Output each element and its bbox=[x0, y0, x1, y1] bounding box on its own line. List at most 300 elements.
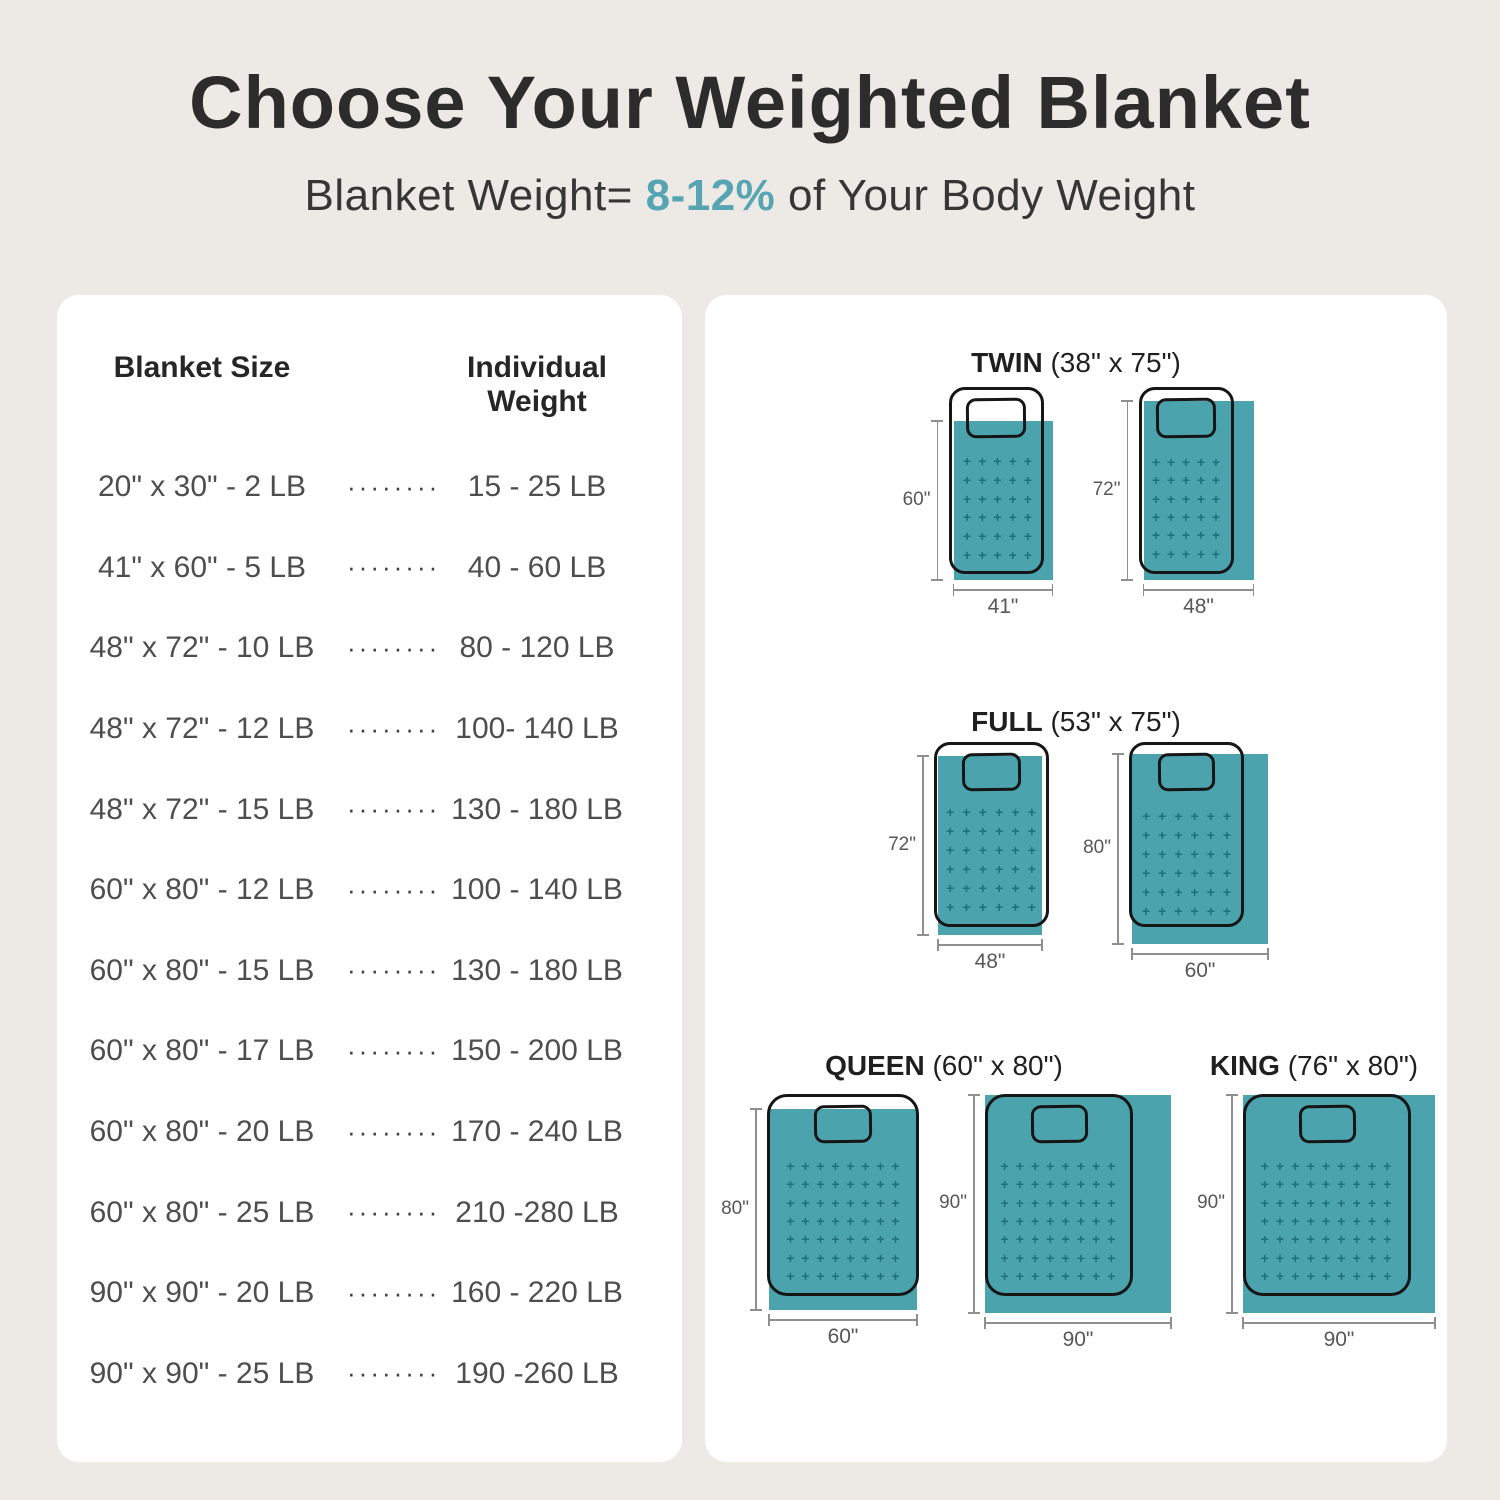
plus-mark: + bbox=[1367, 1267, 1377, 1284]
plus-mark: + bbox=[1291, 1176, 1300, 1193]
column-header-spacer bbox=[347, 351, 417, 419]
plus-mark: + bbox=[1367, 1194, 1377, 1211]
plus-mark: + bbox=[891, 1158, 900, 1175]
plus-mark: + bbox=[978, 880, 987, 897]
plus-mark: + bbox=[1166, 545, 1176, 562]
plus-mark: + bbox=[1031, 1231, 1040, 1248]
plus-mark: + bbox=[831, 1231, 840, 1248]
pillow-outline bbox=[966, 398, 1026, 439]
plus-mark: + bbox=[891, 1249, 900, 1266]
plus-mark: + bbox=[1015, 1176, 1024, 1193]
plus-mark: + bbox=[1260, 1176, 1269, 1193]
dimension-tick bbox=[968, 1312, 980, 1314]
plus-mark: + bbox=[1211, 454, 1221, 471]
row-dots-separator: ········ bbox=[347, 1358, 441, 1389]
plus-mark: + bbox=[1027, 880, 1036, 897]
plus-mark: + bbox=[1190, 884, 1199, 901]
plus-mark: + bbox=[1196, 509, 1206, 526]
dimension-tick bbox=[1121, 579, 1133, 581]
dimension-tick bbox=[1434, 1317, 1436, 1329]
plus-mark: + bbox=[962, 880, 971, 897]
subtitle-accent: 8-12% bbox=[645, 171, 776, 220]
plus-mark: + bbox=[831, 1267, 840, 1284]
bed-diagram-full_48x72 bbox=[884, 742, 1049, 979]
plus-mark: + bbox=[861, 1267, 870, 1284]
height-dimension-label: 80" bbox=[1083, 837, 1111, 858]
plus-mark: + bbox=[1141, 865, 1151, 882]
plus-mark: + bbox=[891, 1176, 900, 1193]
row-individual-weight: 150 - 200 LB bbox=[451, 1034, 623, 1068]
plus-mark: + bbox=[891, 1267, 900, 1284]
plus-mark: + bbox=[1260, 1231, 1269, 1248]
plus-mark: + bbox=[1337, 1231, 1346, 1248]
plus-mark: + bbox=[1000, 1176, 1009, 1193]
plus-mark: + bbox=[1166, 490, 1176, 507]
width-dimension-line bbox=[938, 944, 1042, 946]
plus-mark: + bbox=[1076, 1212, 1085, 1229]
pillow-outline bbox=[962, 753, 1021, 792]
plus-mark: + bbox=[978, 899, 987, 916]
plus-mark: + bbox=[816, 1212, 825, 1229]
plus-mark: + bbox=[1291, 1249, 1300, 1266]
row-blanket-size: 60" x 80" - 15 LB bbox=[89, 953, 315, 987]
plus-mark: + bbox=[1015, 1212, 1024, 1229]
plus-mark: + bbox=[891, 1194, 900, 1211]
dimension-tick bbox=[917, 755, 929, 757]
plus-mark: + bbox=[876, 1231, 885, 1248]
plus-mark: + bbox=[995, 822, 1004, 839]
plus-mark: + bbox=[1011, 899, 1020, 916]
row-individual-weight: 160 - 220 LB bbox=[451, 1276, 623, 1310]
plus-mark: + bbox=[1166, 527, 1176, 544]
king-diagram-row bbox=[1193, 1094, 1435, 1357]
plus-mark: + bbox=[1141, 807, 1151, 824]
dimension-tick bbox=[1131, 948, 1133, 960]
row-blanket-size: 48" x 72" - 10 LB bbox=[89, 631, 315, 665]
plus-mark: + bbox=[1031, 1176, 1040, 1193]
plus-mark: + bbox=[1174, 826, 1183, 843]
plus-mark: + bbox=[1260, 1194, 1269, 1211]
plus-mark: + bbox=[876, 1249, 885, 1266]
plus-mark: + bbox=[962, 822, 971, 839]
plus-mark: + bbox=[978, 490, 987, 507]
height-dimension-label: 90" bbox=[1197, 1192, 1225, 1213]
plus-mark: + bbox=[1181, 454, 1191, 471]
dimension-tick bbox=[1112, 943, 1124, 945]
section-heading-full bbox=[705, 704, 1447, 740]
row-dots-separator: ········ bbox=[347, 1035, 441, 1066]
row-dots-separator: ········ bbox=[347, 1277, 441, 1308]
plus-mark: + bbox=[1190, 826, 1199, 843]
queen-group bbox=[717, 1048, 1171, 1357]
dimension-tick bbox=[937, 939, 939, 951]
width-dimension-label: 90" bbox=[1323, 1328, 1355, 1351]
plus-mark: + bbox=[831, 1176, 840, 1193]
plus-mark: + bbox=[786, 1249, 795, 1266]
plus-mark: + bbox=[1076, 1176, 1085, 1193]
plus-mark: + bbox=[1027, 841, 1036, 858]
plus-mark: + bbox=[1181, 472, 1191, 489]
pillow-outline bbox=[1298, 1105, 1355, 1144]
plus-mark: + bbox=[1383, 1267, 1392, 1284]
plus-mark: + bbox=[1000, 1249, 1009, 1266]
plus-mark: + bbox=[876, 1158, 885, 1175]
pillow-outline bbox=[1030, 1105, 1087, 1144]
plus-mark: + bbox=[1367, 1231, 1377, 1248]
pillow-outline bbox=[1156, 398, 1216, 439]
plus-mark: + bbox=[963, 509, 972, 526]
plus-mark: + bbox=[1222, 845, 1231, 862]
table-row bbox=[57, 608, 682, 689]
plus-mark: + bbox=[1046, 1231, 1055, 1248]
plus-mark: + bbox=[1023, 546, 1032, 563]
plus-mark: + bbox=[1196, 545, 1206, 562]
plus-mark: + bbox=[1337, 1212, 1346, 1229]
bed-diagram-full_60x80 bbox=[1079, 742, 1268, 988]
plus-mark: + bbox=[1206, 807, 1215, 824]
plus-mark: + bbox=[1076, 1231, 1085, 1248]
plus-mark: + bbox=[1000, 1267, 1009, 1284]
plus-mark: + bbox=[993, 527, 1002, 544]
row-dots-separator: ········ bbox=[347, 874, 441, 905]
plus-mark: + bbox=[1222, 903, 1231, 920]
section-heading-queen bbox=[717, 1048, 1171, 1084]
dimension-tick bbox=[1052, 584, 1054, 596]
plus-mark: + bbox=[861, 1212, 870, 1229]
plus-mark: + bbox=[1275, 1194, 1285, 1211]
plus-mark: + bbox=[801, 1194, 810, 1211]
dimension-tick bbox=[984, 1317, 986, 1329]
plus-mark: + bbox=[1023, 490, 1032, 507]
pillow-outline bbox=[814, 1105, 872, 1144]
plus-mark: + bbox=[1011, 861, 1020, 878]
plus-mark: + bbox=[1092, 1212, 1101, 1229]
dimension-tick bbox=[750, 1309, 762, 1311]
dimension-tick bbox=[968, 1094, 980, 1096]
plus-mark: + bbox=[1337, 1267, 1346, 1284]
plus-mark: + bbox=[1196, 527, 1206, 544]
plus-mark: + bbox=[1337, 1176, 1346, 1193]
plus-mark: + bbox=[993, 546, 1002, 563]
plus-mark: + bbox=[1023, 527, 1032, 544]
plus-mark: + bbox=[1275, 1212, 1285, 1229]
plus-mark: + bbox=[816, 1194, 825, 1211]
plus-mark: + bbox=[1206, 826, 1215, 843]
plus-mark: + bbox=[1306, 1158, 1315, 1175]
plus-mark: + bbox=[1181, 509, 1191, 526]
plus-mark: + bbox=[1031, 1267, 1040, 1284]
plus-mark: + bbox=[1151, 490, 1161, 507]
row-individual-weight: 100 - 140 LB bbox=[451, 873, 623, 907]
plus-mark: + bbox=[1011, 822, 1020, 839]
dimension-tick bbox=[953, 584, 955, 596]
dimension-tick bbox=[1121, 400, 1133, 402]
row-dots-separator: ········ bbox=[347, 713, 441, 744]
plus-mark: + bbox=[1222, 884, 1231, 901]
plus-mark: + bbox=[1206, 845, 1215, 862]
plus-mark: + bbox=[1141, 826, 1151, 843]
plus-mark: + bbox=[801, 1267, 810, 1284]
plus-mark: + bbox=[1383, 1212, 1392, 1229]
plus-mark: + bbox=[1015, 1158, 1024, 1175]
plus-mark: + bbox=[1061, 1212, 1070, 1229]
width-dimension-label: 48" bbox=[974, 950, 1006, 973]
plus-mark: + bbox=[831, 1158, 840, 1175]
plus-mark: + bbox=[1383, 1231, 1392, 1248]
plus-mark: + bbox=[801, 1231, 810, 1248]
plus-mark: + bbox=[1107, 1158, 1116, 1175]
row-blanket-size: 60" x 80" - 17 LB bbox=[89, 1034, 315, 1068]
plus-mark: + bbox=[1260, 1267, 1269, 1284]
plus-mark: + bbox=[1367, 1158, 1377, 1175]
plus-mark: + bbox=[1092, 1249, 1101, 1266]
table-row bbox=[57, 850, 682, 931]
plus-mark: + bbox=[816, 1267, 825, 1284]
plus-mark: + bbox=[861, 1194, 870, 1211]
plus-mark: + bbox=[1158, 826, 1167, 843]
plus-mark: + bbox=[786, 1267, 795, 1284]
row-individual-weight: 190 -260 LB bbox=[455, 1356, 619, 1390]
plus-mark: + bbox=[1260, 1158, 1269, 1175]
queen-king-row bbox=[705, 1048, 1447, 1357]
plus-mark: + bbox=[1337, 1249, 1346, 1266]
plus-mark: + bbox=[816, 1231, 825, 1248]
plus-mark: + bbox=[1291, 1267, 1300, 1284]
plus-mark: + bbox=[1206, 865, 1215, 882]
row-individual-weight: 130 - 180 LB bbox=[451, 953, 623, 987]
width-dimension-line bbox=[1243, 1322, 1435, 1324]
page-title: Choose Your Weighted Blanket bbox=[189, 61, 1311, 144]
plus-mark: + bbox=[861, 1231, 870, 1248]
plus-mark: + bbox=[946, 803, 955, 820]
plus-mark: + bbox=[891, 1231, 900, 1248]
row-dots-separator: ········ bbox=[347, 1197, 441, 1228]
bed-diagram-twin_41x60 bbox=[899, 387, 1053, 624]
row-blanket-size: 60" x 80" - 25 LB bbox=[89, 1195, 315, 1229]
plus-mark: + bbox=[1158, 845, 1167, 862]
plus-mark: + bbox=[1015, 1249, 1024, 1266]
plus-mark: + bbox=[1151, 472, 1161, 489]
plus-mark: + bbox=[1076, 1249, 1085, 1266]
plus-mark: + bbox=[993, 490, 1002, 507]
size-chart-card bbox=[57, 295, 682, 1462]
king-label: KING bbox=[1209, 1050, 1280, 1081]
row-blanket-size: 60" x 80" - 12 LB bbox=[89, 873, 315, 907]
dimension-tick bbox=[931, 579, 943, 581]
plus-mark: + bbox=[816, 1158, 825, 1175]
content-cards bbox=[57, 295, 1447, 1462]
plus-mark: + bbox=[1367, 1212, 1377, 1229]
table-row bbox=[57, 1172, 682, 1253]
column-header-blanket-size: Blanket Size bbox=[113, 351, 291, 384]
plus-mark: + bbox=[846, 1158, 855, 1175]
plus-mark: + bbox=[1211, 490, 1221, 507]
bed-diagram-queen_60x80 bbox=[717, 1094, 919, 1354]
plus-mark: + bbox=[1008, 453, 1017, 470]
table-row bbox=[57, 528, 682, 609]
plus-mark: + bbox=[1352, 1249, 1361, 1266]
plus-mark: + bbox=[1337, 1158, 1346, 1175]
height-dimension-label: 80" bbox=[721, 1197, 749, 1219]
king-dimensions: (76" x 80") bbox=[1287, 1050, 1419, 1081]
plus-mark: + bbox=[1141, 884, 1151, 901]
plus-mark: + bbox=[962, 841, 971, 858]
plus-mark: + bbox=[846, 1212, 855, 1229]
plus-mark: + bbox=[1027, 861, 1036, 878]
plus-mark: + bbox=[1211, 527, 1221, 544]
plus-mark: + bbox=[1158, 884, 1167, 901]
plus-mark: + bbox=[946, 899, 955, 916]
plus-mark: + bbox=[1352, 1194, 1361, 1211]
plus-mark: + bbox=[1321, 1158, 1331, 1175]
plus-mark: + bbox=[801, 1212, 810, 1229]
plus-mark: + bbox=[1092, 1194, 1101, 1211]
plus-mark: + bbox=[786, 1212, 795, 1229]
plus-mark: + bbox=[1321, 1231, 1331, 1248]
plus-mark: + bbox=[816, 1176, 825, 1193]
dimension-tick bbox=[917, 934, 929, 936]
plus-mark: + bbox=[1166, 509, 1176, 526]
plus-mark: + bbox=[963, 527, 972, 544]
height-dimension-line bbox=[973, 1095, 975, 1313]
plus-mark: + bbox=[1027, 803, 1036, 820]
plus-mark: + bbox=[962, 899, 971, 916]
full-dimensions: (53" x 75") bbox=[1050, 706, 1181, 737]
plus-mark: + bbox=[1027, 822, 1036, 839]
plus-mark: + bbox=[1008, 471, 1017, 488]
plus-mark: + bbox=[876, 1267, 885, 1284]
dimension-tick bbox=[1253, 584, 1255, 596]
height-dimension-line bbox=[922, 756, 924, 935]
plus-mark: + bbox=[1337, 1194, 1346, 1211]
twin-label: TWIN bbox=[971, 347, 1043, 378]
queen-dimensions: (60" x 80") bbox=[932, 1050, 1063, 1081]
dimension-tick bbox=[768, 1314, 770, 1326]
table-row bbox=[57, 1011, 682, 1092]
plus-mark: + bbox=[1000, 1158, 1009, 1175]
row-individual-weight: 15 - 25 LB bbox=[467, 470, 607, 504]
plus-mark: + bbox=[1151, 545, 1161, 562]
dimension-tick bbox=[1226, 1312, 1238, 1314]
table-row bbox=[57, 689, 682, 770]
plus-mark: + bbox=[1196, 472, 1206, 489]
plus-mark: + bbox=[1151, 454, 1161, 471]
plus-mark: + bbox=[1046, 1158, 1055, 1175]
plus-mark: + bbox=[1151, 509, 1161, 526]
dimension-tick bbox=[916, 1314, 918, 1326]
plus-mark: + bbox=[1275, 1231, 1285, 1248]
plus-mark: + bbox=[1211, 509, 1221, 526]
bed-diagram-queen_90x90 bbox=[935, 1094, 1171, 1357]
width-dimension-line bbox=[985, 1322, 1171, 1324]
plus-mark: + bbox=[846, 1176, 855, 1193]
plus-mark: + bbox=[1352, 1176, 1361, 1193]
plus-mark: + bbox=[1000, 1212, 1009, 1229]
plus-mark: + bbox=[1166, 454, 1176, 471]
plus-mark: + bbox=[1031, 1194, 1040, 1211]
plus-mark: + bbox=[1015, 1231, 1024, 1248]
height-dimension-label: 72" bbox=[1092, 478, 1121, 500]
plus-mark: + bbox=[993, 471, 1002, 488]
row-individual-weight: 130 - 180 LB bbox=[451, 792, 623, 826]
pillow-outline bbox=[1158, 753, 1215, 792]
subtitle-prefix: Blanket Weight= bbox=[304, 171, 646, 220]
plus-mark: + bbox=[876, 1212, 885, 1229]
plus-mark: + bbox=[1092, 1267, 1101, 1284]
plus-mark: + bbox=[1206, 903, 1215, 920]
plus-mark: + bbox=[993, 509, 1002, 526]
plus-mark: + bbox=[1190, 865, 1199, 882]
table-row bbox=[57, 447, 682, 528]
plus-mark: + bbox=[1158, 903, 1167, 920]
plus-mark: + bbox=[1206, 884, 1215, 901]
dimension-tick bbox=[1242, 1317, 1244, 1329]
plus-mark: + bbox=[1011, 880, 1020, 897]
plus-mark: + bbox=[1190, 903, 1199, 920]
plus-mark: + bbox=[1321, 1249, 1331, 1266]
plus-mark: + bbox=[1107, 1231, 1116, 1248]
dimension-tick bbox=[1143, 584, 1145, 596]
plus-mark: + bbox=[876, 1176, 885, 1193]
plus-mark: + bbox=[946, 841, 955, 858]
plus-mark: + bbox=[1031, 1158, 1040, 1175]
plus-mark: + bbox=[1174, 807, 1183, 824]
size-chart-header-row bbox=[57, 351, 682, 419]
plus-mark: + bbox=[1107, 1176, 1116, 1193]
row-blanket-size: 20" x 30" - 2 LB bbox=[97, 470, 307, 504]
plus-mark: + bbox=[963, 453, 972, 470]
row-blanket-size: 60" x 80" - 20 LB bbox=[89, 1115, 315, 1149]
plus-mark: + bbox=[1383, 1158, 1392, 1175]
plus-mark: + bbox=[978, 803, 987, 820]
page-subtitle bbox=[0, 171, 1500, 221]
plus-mark: + bbox=[786, 1194, 795, 1211]
row-dots-separator: ········ bbox=[347, 794, 441, 825]
plus-mark: + bbox=[1000, 1194, 1009, 1211]
plus-mark: + bbox=[1306, 1176, 1315, 1193]
plus-mark: + bbox=[801, 1249, 810, 1266]
width-dimension-label: 60" bbox=[1184, 959, 1216, 982]
dimension-tick bbox=[1170, 1317, 1172, 1329]
plus-mark: + bbox=[1076, 1194, 1085, 1211]
plus-mark: + bbox=[786, 1176, 795, 1193]
height-dimension-line bbox=[755, 1109, 757, 1310]
plus-mark: + bbox=[1222, 807, 1231, 824]
size-chart-rows bbox=[57, 447, 682, 1414]
dimension-tick bbox=[1041, 939, 1043, 951]
plus-mark: + bbox=[861, 1176, 870, 1193]
row-dots-separator: ········ bbox=[347, 552, 441, 583]
plus-mark: + bbox=[1306, 1194, 1315, 1211]
plus-mark: + bbox=[1275, 1158, 1285, 1175]
plus-mark: + bbox=[978, 453, 987, 470]
plus-mark: + bbox=[846, 1194, 855, 1211]
plus-mark: + bbox=[995, 861, 1004, 878]
height-dimension-line bbox=[1127, 401, 1129, 580]
plus-mark: + bbox=[1352, 1158, 1361, 1175]
plus-mark: + bbox=[1151, 527, 1161, 544]
dimension-tick bbox=[1226, 1094, 1238, 1096]
plus-mark: + bbox=[1275, 1249, 1285, 1266]
table-row bbox=[57, 1334, 682, 1415]
plus-mark: + bbox=[946, 822, 955, 839]
plus-mark: + bbox=[963, 490, 972, 507]
row-dots-separator: ········ bbox=[347, 632, 441, 663]
row-blanket-size: 48" x 72" - 12 LB bbox=[89, 712, 315, 746]
width-dimension-line bbox=[769, 1319, 917, 1321]
plus-mark: + bbox=[1321, 1212, 1331, 1229]
plus-mark: + bbox=[962, 861, 971, 878]
